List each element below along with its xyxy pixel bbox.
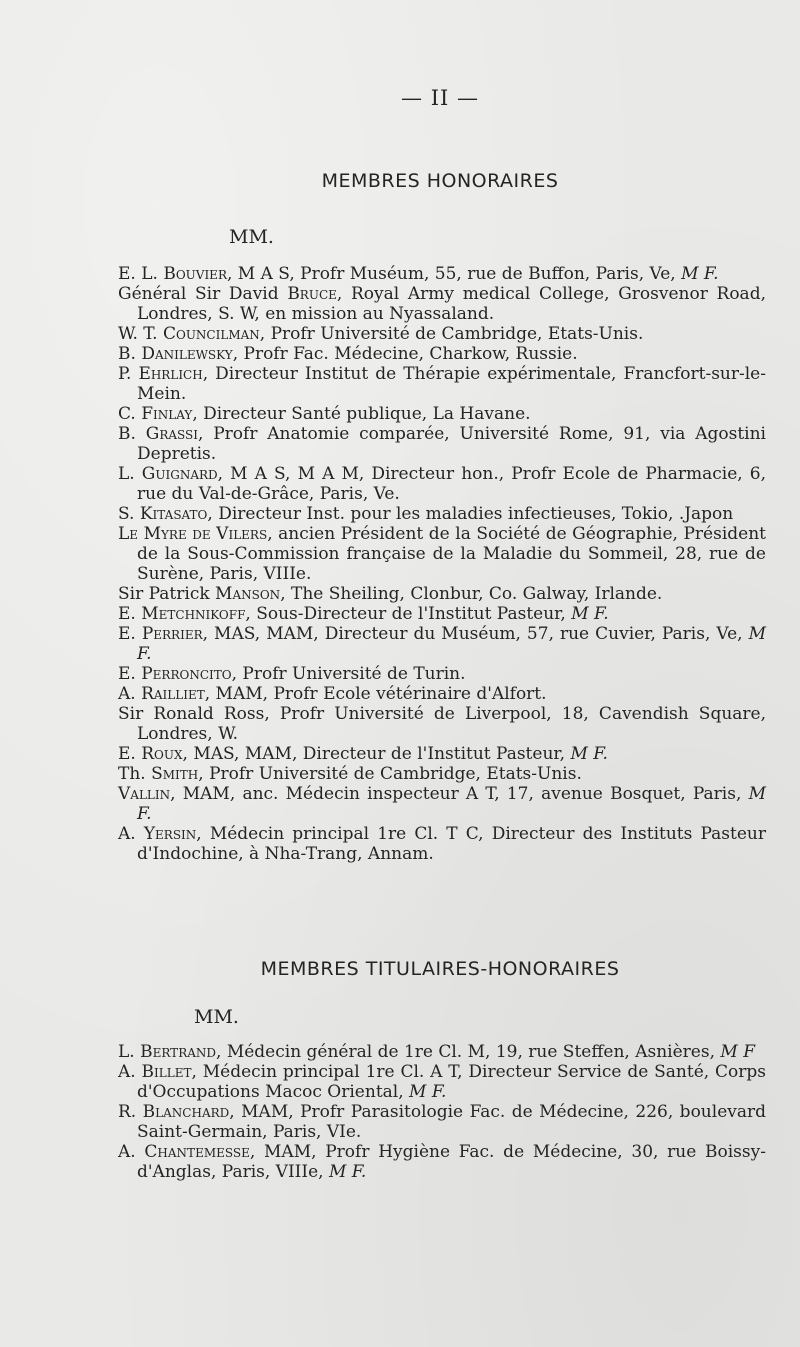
- list-item: A. Railliet, MAM, Profr Ecole vétérinaire d'Alfort.: [118, 684, 547, 704]
- section-title-titulaires-honoraires: MEMBRES TITULAIRES-HONORAIRES: [260, 958, 620, 980]
- section-title-honoraires: MEMBRES HONORAIRES: [321, 170, 559, 192]
- list-item: Sir Patrick Manson, The Sheiling, Clonbur, Co. Galway, Irlande.: [118, 584, 663, 604]
- list-item: A. Yersin, Médecin principal 1re Cl. T C, Directeur des Instituts Pasteur d'Indochine, à Nha-Trang, Annam.: [118, 824, 766, 864]
- list-item: Général Sir David Bruce, Royal Army medical College, Grosvenor Road, Londres, S. W, en mission au Nyassaland.: [118, 284, 766, 324]
- list-item: E. Metchnikoff, Sous-Directeur de l'Institut Pasteur, M F.: [118, 604, 609, 624]
- list-item: A. Billet, Médecin principal 1re Cl. A T, Directeur Service de Santé, Corps d'Occupations Macoc Oriental, M F.: [118, 1062, 766, 1102]
- page-number: — II —: [401, 86, 479, 110]
- salutation: MM.: [229, 226, 274, 248]
- list-item: P. Ehrlich, Directeur Institut de Thérapie expérimentale, Francfort-sur-le-Mein.: [118, 364, 766, 404]
- list-item: E. L. Bouvier, M A S, Profr Muséum, 55, rue de Buffon, Paris, Ve, M F.: [118, 264, 719, 284]
- members-titulaires-honoraires-list: [118, 1042, 766, 1182]
- salutation: MM.: [194, 1006, 239, 1028]
- list-item: Vallin, MAM, anc. Médecin inspecteur A T, 17, avenue Bosquet, Paris, M F.: [118, 784, 767, 824]
- list-item: R. Blanchard, MAM, Profr Parasitologie Fac. de Médecine, 226, boulevard Saint-Germain, Paris, VIe.: [118, 1102, 766, 1142]
- list-item: E. Roux, MAS, MAM, Directeur de l'Institut Pasteur, M F.: [118, 744, 608, 764]
- members-honoraires-list: [118, 264, 766, 864]
- list-item: B. Grassi, Profr Anatomie comparée, Université Rome, 91, via Agostini Depretis.: [118, 424, 766, 464]
- list-item: Sir Ronald Ross, Profr Université de Liverpool, 18, Cavendish Square, Londres, W.: [118, 704, 766, 744]
- list-item: B. Danilewsky, Profr Fac. Médecine, Charkow, Russie.: [118, 344, 578, 364]
- list-item: Th. Smith, Profr Université de Cambridge, Etats-Unis.: [118, 764, 582, 784]
- list-item: E. Perroncito, Profr Université de Turin.: [118, 664, 466, 684]
- list-item: E. Perrier, MAS, MAM, Directeur du Muséum, 57, rue Cuvier, Paris, Ve, M F.: [118, 624, 766, 664]
- list-item: A. Chantemesse, MAM, Profr Hygiène Fac. de Médecine, 30, rue Boissy-d'Anglas, Paris, VIIIe, M F.: [118, 1142, 766, 1182]
- list-item: C. Finlay, Directeur Santé publique, La Havane.: [118, 404, 531, 424]
- list-item: W. T. Councilman, Profr Université de Cambridge, Etats-Unis.: [118, 324, 644, 344]
- list-item: S. Kitasato, Directeur Inst. pour les maladies infectieuses, Tokio, .Japon: [118, 504, 734, 524]
- list-item: L. Bertrand, Médecin général de 1re Cl. M, 19, rue Steffen, Asnières, M F: [118, 1042, 756, 1062]
- list-item: L. Guignard, M A S, M A M, Directeur hon., Profr Ecole de Pharmacie, 6, rue du Val-de-Grâce, Paris, Ve.: [118, 464, 766, 504]
- list-item: Le Myre de Vilers, ancien Président de la Société de Géographie, Président de la Sous-Commission française de la Maladie du Sommeil, 28, rue de Surène, Paris, VIIIe.: [118, 524, 766, 584]
